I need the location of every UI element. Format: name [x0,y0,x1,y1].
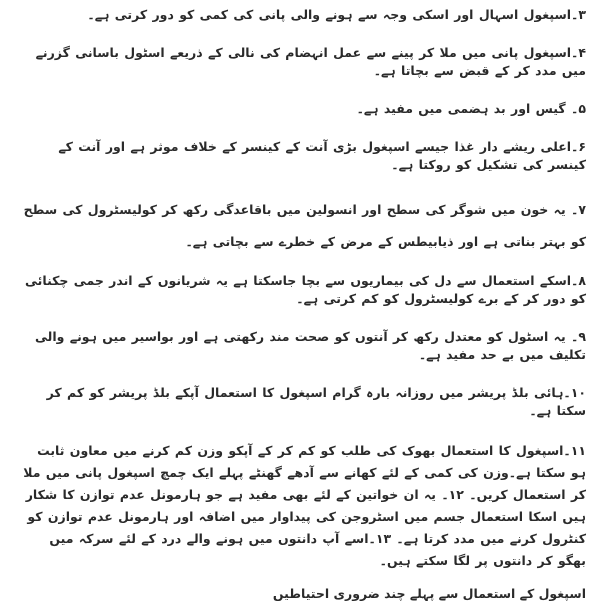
paragraph-10: ۱۰۔ہائی بلڈ پریشر میں روزانہ بارہ گرام اسپغول کا استعمال آپکے بلڈ پریشر کو کم کر سکتا ہے۔ [46,385,586,418]
paragraph-3: ۳۔اسپغول اسہال اور اسکی وجہ سے ہونے والی پانی کی کمی کو دور کرتی ہے۔ [87,7,586,22]
paragraph-11-13: ۱۱۔اسپغول کا استعمال بھوک کی طلب کو کم کر کے آپکو وزن کم کرنے میں معاون ثابت ہو سکتا ہے۔وزن کی کمی کے لئے کھانے سے آدھے گھنٹے پہلے ایک چمچ اسپغول پانی میں ملا کر استعمال کریں۔ ۱۲۔ یہ ان خواتین کے لئے بھی مفید ہے جو ہارمونل عدم توازن کا شکار ہیں اسکا استعمال جسم میں اسٹروجن کی پیداوار میں اضافہ اور ہارمونل عدم توازن کو کنٹرول کرنے میں مدد کرتا ہے۔ ۱۳۔اسے آپ دانتوں میں ہونے والے درد کے لئے سرکہ میں بھگو کر دانتوں پر لگا سکتے ہیں۔ [23,443,586,568]
paragraph-6: ۶۔اعلی ریشے دار غذا جیسے اسپغول بڑی آنت کے کینسر کے خلاف موثر ہے اور آنت کے کینسر کی تشکیل کو روکتا ہے۔ [58,139,586,172]
paragraph-8: ۸۔اسکے استعمال سے دل کی بیماریوں سے بچا جاسکتا ہے یہ شریانوں کے اندر جمی چکنائی کو دور کر کے برے کولیسٹرول کو کم کرتی ہے۔ [25,273,586,306]
paragraph-4: ۴۔اسپغول پانی میں ملا کر پینے سے عمل انہضام کی نالی کے ذریعے اسٹول باسانی گزرنے میں مدد کر کے قبض سے بچاتا ہے۔ [35,45,586,78]
precautions-heading: اسپغول کے استعمال سے پہلے چند ضروری احتیاطیں [272,586,586,601]
paragraph-9: ۹۔ یہ اسٹول کو معتدل رکھ کر آنتوں کو صحت مند رکھتی ہے اور بواسیر میں ہونے والی تکلیف میں بے حد مفید ہے۔ [35,329,586,362]
paragraph-5: ۵۔ گیس اور بد ہضمی میں مفید ہے۔ [356,101,586,116]
paragraph-7: ۷۔ یہ خون میں شوگر کی سطح اور انسولین میں باقاعدگی رکھ کر کولیسٹرول کی سطح کو بہتر بناتی ہے اور ذیابیطس کے مرض کے خطرے سے بچاتی ہے۔ [23,202,586,249]
